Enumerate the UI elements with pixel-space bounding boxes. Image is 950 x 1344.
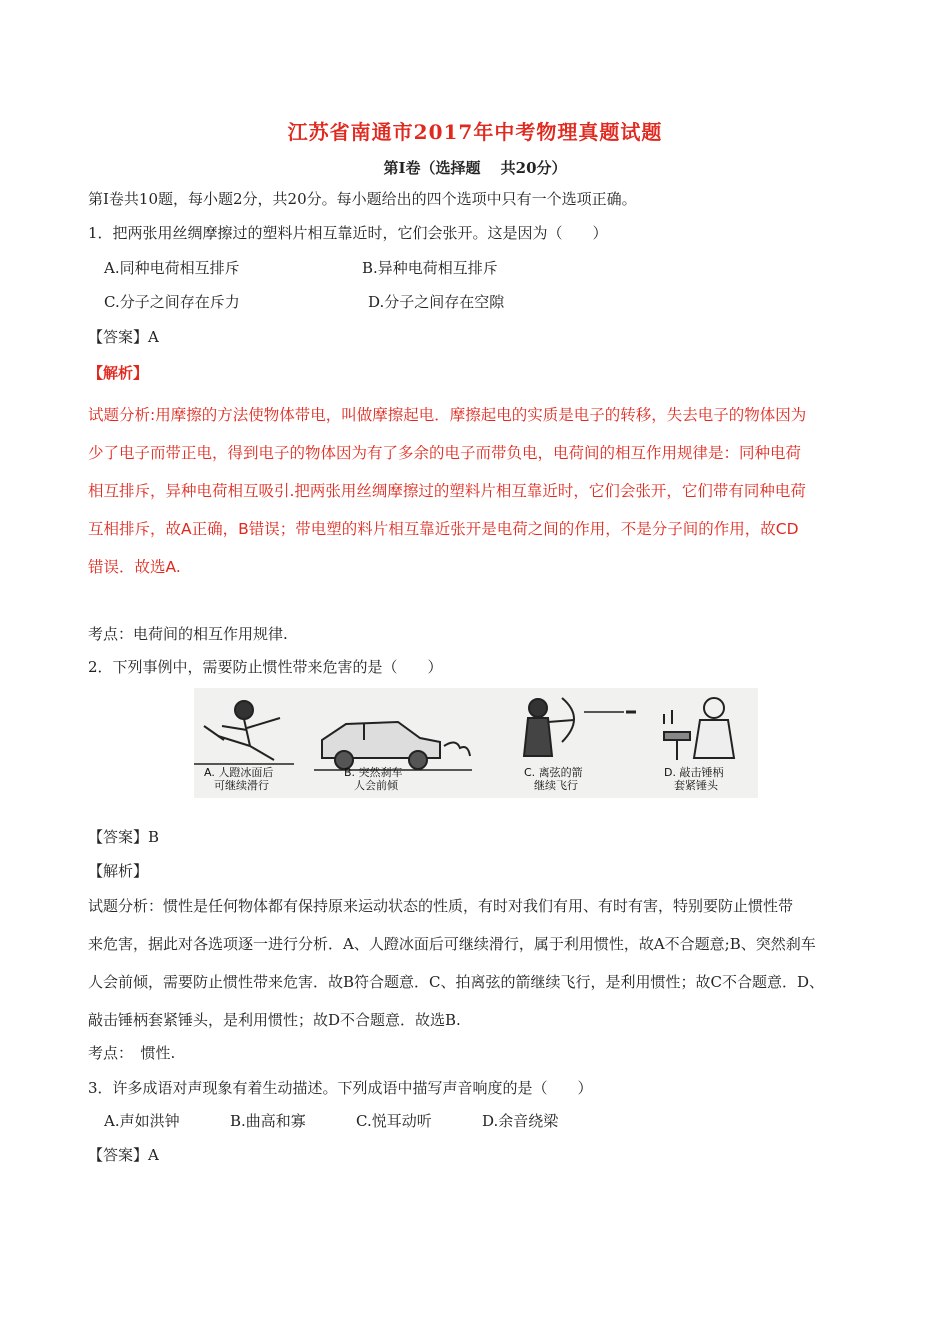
- q2-point: 考点： 惯性.: [88, 1044, 176, 1062]
- figure-caption-a: 可继续滑行: [214, 779, 269, 792]
- q1-answer: 【答案】A: [88, 328, 159, 346]
- q3-stem: 3．许多成语对声现象有着生动描述。下列成语中描写声音响度的是（ ）: [88, 1079, 593, 1097]
- q3-option-a: A.声如洪钟: [104, 1112, 180, 1130]
- analysis-line: 试题分析:用摩擦的方法使物体带电，叫做摩擦起电．摩擦起电的实质是电子的转移，失去电子的物体因为: [88, 406, 807, 424]
- instructions: 第Ⅰ卷共10题，每小题2分，共20分。每小题给出的四个选项中只有一个选项正确。: [88, 190, 637, 208]
- q2-analysis-label: 【解析】: [88, 862, 149, 880]
- q1-option-c: C.分子之间存在斥力: [104, 293, 240, 311]
- section-title: 第Ⅰ卷（选择题 共20分）: [383, 159, 567, 177]
- document-title: 江苏省南通市2017年中考物理真题试题: [287, 120, 663, 144]
- q2-stem: 2．下列事例中，需要防止惯性带来危害的是（ ）: [88, 658, 443, 676]
- figure-caption-b: 人会前倾: [354, 779, 398, 792]
- analysis-line: 互相排斥，故A正确，B错误；带电塑的料片相互靠近张开是电荷之间的作用，不是分子间的作用，故CD: [88, 520, 799, 538]
- q2-answer: 【答案】B: [88, 828, 160, 846]
- figure-caption-d: 套紧锤头: [674, 779, 718, 792]
- q1-point: 考点：电荷间的相互作用规律.: [88, 625, 288, 643]
- analysis-line: 相互排斥，异种电荷相互吸引.把两张用丝绸摩擦过的塑料片相互靠近时，它们会张开，它们带有同种电荷: [88, 482, 806, 500]
- figure-caption-b: B. 突然刹车: [344, 766, 403, 779]
- analysis-line: 错误．故选A.: [88, 558, 181, 576]
- q1-option-a: A.同种电荷相互排斥: [104, 259, 240, 277]
- figure-caption-c: C. 离弦的箭: [524, 766, 583, 779]
- analysis-line: 敲击锤柄套紧锤头，是利用惯性；故D不合题意．故选B.: [88, 1011, 461, 1029]
- q3-answer: 【答案】A: [88, 1146, 159, 1164]
- q2-analysis-text: [88, 887, 868, 1039]
- analysis-line: 试题分析：惯性是任何物体都有保持原来运动状态的性质，有时对我们有用、有时有害，特别要防止惯性带: [88, 897, 794, 915]
- figure-caption-a: A. 人蹬冰面后: [204, 766, 274, 779]
- figure-caption-c: 继续飞行: [534, 779, 578, 792]
- q1-option-b: B.异种电荷相互排斥: [362, 259, 498, 277]
- q1-option-d: D.分子之间存在空隙: [368, 293, 505, 311]
- analysis-line: 人会前倾，需要防止惯性带来危害．故B符合题意．C、拍离弦的箭继续飞行，是利用惯性；故C不合题意．D、: [88, 973, 825, 991]
- q1-stem: 1．把两张用丝绸摩擦过的塑料片相互靠近时，它们会张开。这是因为（ ）: [88, 224, 608, 242]
- analysis-line: 少了电子而带正电，得到电子的物体因为有了多余的电子而带负电，电荷间的相互作用规律是：同种电荷: [88, 444, 802, 462]
- q3-option-c: C.悦耳动听: [356, 1112, 432, 1130]
- q2-figure: [194, 688, 758, 798]
- figure-caption-d: D. 敲击锤柄: [664, 766, 724, 779]
- analysis-line: 来危害，据此对各选项逐一进行分析．A、人蹬冰面后可继续滑行，属于利用惯性，故A不合题意;B、突然刹车: [88, 935, 816, 953]
- q3-option-d: D.余音绕梁: [482, 1112, 559, 1130]
- q1-analysis-label: 【解析】: [88, 364, 149, 382]
- q1-analysis-text: [88, 396, 868, 586]
- q3-option-b: B.曲高和寡: [230, 1112, 306, 1130]
